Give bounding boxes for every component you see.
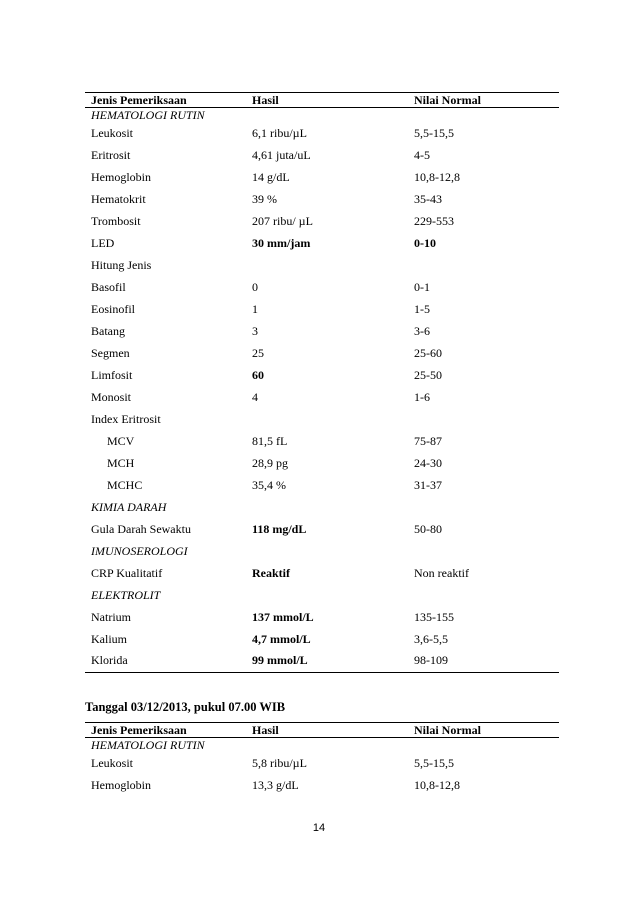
table-row (85, 540, 559, 562)
test-name-cell: Segmen (91, 345, 130, 360)
test-name-cell: Basofil (91, 279, 126, 294)
test-name-cell: Index Eritrosit (91, 411, 161, 426)
table-header-row (85, 723, 559, 738)
lab-results-table-1 (85, 92, 559, 673)
table-row (85, 584, 559, 606)
result-cell: 137 mmol/L (252, 609, 314, 624)
table-row (85, 650, 559, 672)
result-cell: 5,8 ribu/µL (252, 755, 307, 770)
test-name-cell: LED (91, 235, 115, 250)
test-name-cell: Batang (91, 323, 125, 338)
result-cell: 4,61 juta/uL (252, 147, 311, 162)
result-cell: 14 g/dL (252, 169, 290, 184)
table-row (85, 408, 559, 430)
test-name-cell: Leukosit (91, 125, 133, 140)
result-cell: 60 (252, 367, 264, 382)
test-name-cell: KIMIA DARAH (91, 499, 167, 514)
table-row (85, 430, 559, 452)
test-name-cell: Eosinofil (91, 301, 135, 316)
result-cell: 1 (252, 301, 258, 316)
result-cell (246, 408, 408, 430)
normal-range-cell: 50-80 (414, 521, 442, 536)
table-row (85, 738, 559, 753)
normal-range-cell: 24-30 (414, 455, 442, 470)
date-heading: Tanggal 03/12/2013, pukul 07.00 WIB (85, 700, 286, 714)
normal-range-cell: 75-87 (414, 433, 442, 448)
normal-range-cell: 25-50 (414, 367, 442, 382)
header-nilai-normal: Nilai Normal (408, 723, 559, 738)
result-cell: Reaktif (252, 565, 290, 580)
test-name-cell: Monosit (91, 389, 132, 404)
normal-range-cell: 10,8-12,8 (414, 169, 460, 184)
result-cell: 99 mmol/L (246, 650, 408, 672)
normal-range-cell: 1-5 (414, 301, 430, 316)
test-name-cell: Trombosit (91, 213, 141, 228)
table-row (85, 752, 559, 774)
result-cell: 28,9 pg (252, 455, 288, 470)
result-cell: 4 (252, 389, 258, 404)
test-name-cell: Kalium (91, 631, 127, 646)
result-cell: 35,4 % (252, 477, 286, 492)
table-row (85, 774, 559, 796)
table-row (85, 474, 559, 496)
table-row (85, 386, 559, 408)
normal-range-cell: 3-6 (414, 323, 430, 338)
test-name-cell: MCHC (107, 477, 143, 492)
table-row (85, 606, 559, 628)
table-row (85, 298, 559, 320)
test-name-cell: IMUNOSEROLOGI (91, 543, 188, 558)
table-row (85, 254, 559, 276)
result-cell (246, 540, 408, 562)
normal-range-cell (408, 254, 559, 276)
normal-range-cell: 4-5 (414, 147, 430, 162)
test-name-cell: Gula Darah Sewaktu (91, 521, 191, 536)
normal-range-cell: 135-155 (414, 609, 454, 624)
table-header-row (85, 93, 559, 108)
result-cell: 81,5 fL (252, 433, 288, 448)
test-name-cell: MCH (107, 455, 135, 470)
test-name-cell: Eritrosit (91, 147, 131, 162)
header-nilai-normal: Nilai Normal (408, 93, 559, 108)
test-name-cell: Hitung Jenis (91, 257, 152, 272)
normal-range-cell: 0-10 (414, 235, 436, 250)
test-name-cell: Leukosit (91, 755, 133, 770)
header-jenis-pemeriksaan: Jenis Pemeriksaan (85, 93, 246, 108)
result-cell: 3 (252, 323, 258, 338)
header-hasil: Hasil (246, 93, 408, 108)
normal-range-cell: 229-553 (414, 213, 454, 228)
test-name-cell: Limfosit (91, 367, 133, 382)
table-row (85, 562, 559, 584)
test-name-cell: HEMATOLOGI RUTIN (91, 738, 205, 752)
normal-range-cell: 98-109 (408, 650, 559, 672)
normal-range-cell: 10,8-12,8 (414, 777, 460, 792)
table-row (85, 452, 559, 474)
result-cell: 4,7 mmol/L (252, 631, 311, 646)
result-cell (246, 584, 408, 606)
normal-range-cell: 0-1 (414, 279, 430, 294)
result-cell (246, 496, 408, 518)
header-hasil: Hasil (246, 723, 408, 738)
table-row (85, 188, 559, 210)
normal-range-cell: 5,5-15,5 (414, 755, 454, 770)
normal-range-cell (408, 496, 559, 518)
result-cell (246, 738, 408, 753)
test-name-cell: HEMATOLOGI RUTIN (91, 108, 205, 122)
table-row (85, 122, 559, 144)
header-jenis-pemeriksaan: Jenis Pemeriksaan (85, 723, 246, 738)
normal-range-cell (408, 408, 559, 430)
normal-range-cell (408, 584, 559, 606)
result-cell: 25 (252, 345, 264, 360)
normal-range-cell: 5,5-15,5 (414, 125, 454, 140)
normal-range-cell: 31-37 (414, 477, 442, 492)
test-name-cell: ELEKTROLIT (91, 587, 161, 602)
page-number: 14 (312, 822, 326, 834)
table-row (85, 496, 559, 518)
normal-range-cell (408, 738, 559, 753)
table-row (85, 518, 559, 540)
result-cell: 6,1 ribu/µL (252, 125, 307, 140)
test-name-cell: MCV (107, 433, 135, 448)
result-cell: 13,3 g/dL (252, 777, 299, 792)
normal-range-cell: 1-6 (414, 389, 430, 404)
result-cell: 118 mg/dL (252, 521, 307, 536)
table-row (85, 166, 559, 188)
test-name-cell: Hemoglobin (91, 777, 151, 792)
normal-range-cell: 3,6-5,5 (414, 631, 448, 646)
lab-results-table-2 (85, 722, 559, 796)
result-cell: 0 (252, 279, 258, 294)
test-name-cell: CRP Kualitatif (91, 565, 163, 580)
table-row (85, 364, 559, 386)
result-cell (246, 254, 408, 276)
table-row (85, 144, 559, 166)
result-cell: 39 % (252, 191, 277, 206)
normal-range-cell (408, 108, 559, 123)
table-row (85, 232, 559, 254)
normal-range-cell (408, 540, 559, 562)
table-row (85, 342, 559, 364)
result-cell: 207 ribu/ µL (252, 213, 313, 228)
normal-range-cell: 35-43 (414, 191, 442, 206)
result-cell (246, 108, 408, 123)
test-name-cell: Klorida (85, 650, 246, 672)
test-name-cell: Natrium (91, 609, 131, 624)
table-row (85, 276, 559, 298)
normal-range-cell: 25-60 (414, 345, 442, 360)
test-name-cell: Hematokrit (91, 191, 146, 206)
test-name-cell: Hemoglobin (91, 169, 151, 184)
table-row (85, 210, 559, 232)
normal-range-cell: Non reaktif (414, 565, 469, 580)
table-row (85, 628, 559, 650)
table-row (85, 108, 559, 123)
table-row (85, 320, 559, 342)
result-cell: 30 mm/jam (252, 235, 311, 250)
